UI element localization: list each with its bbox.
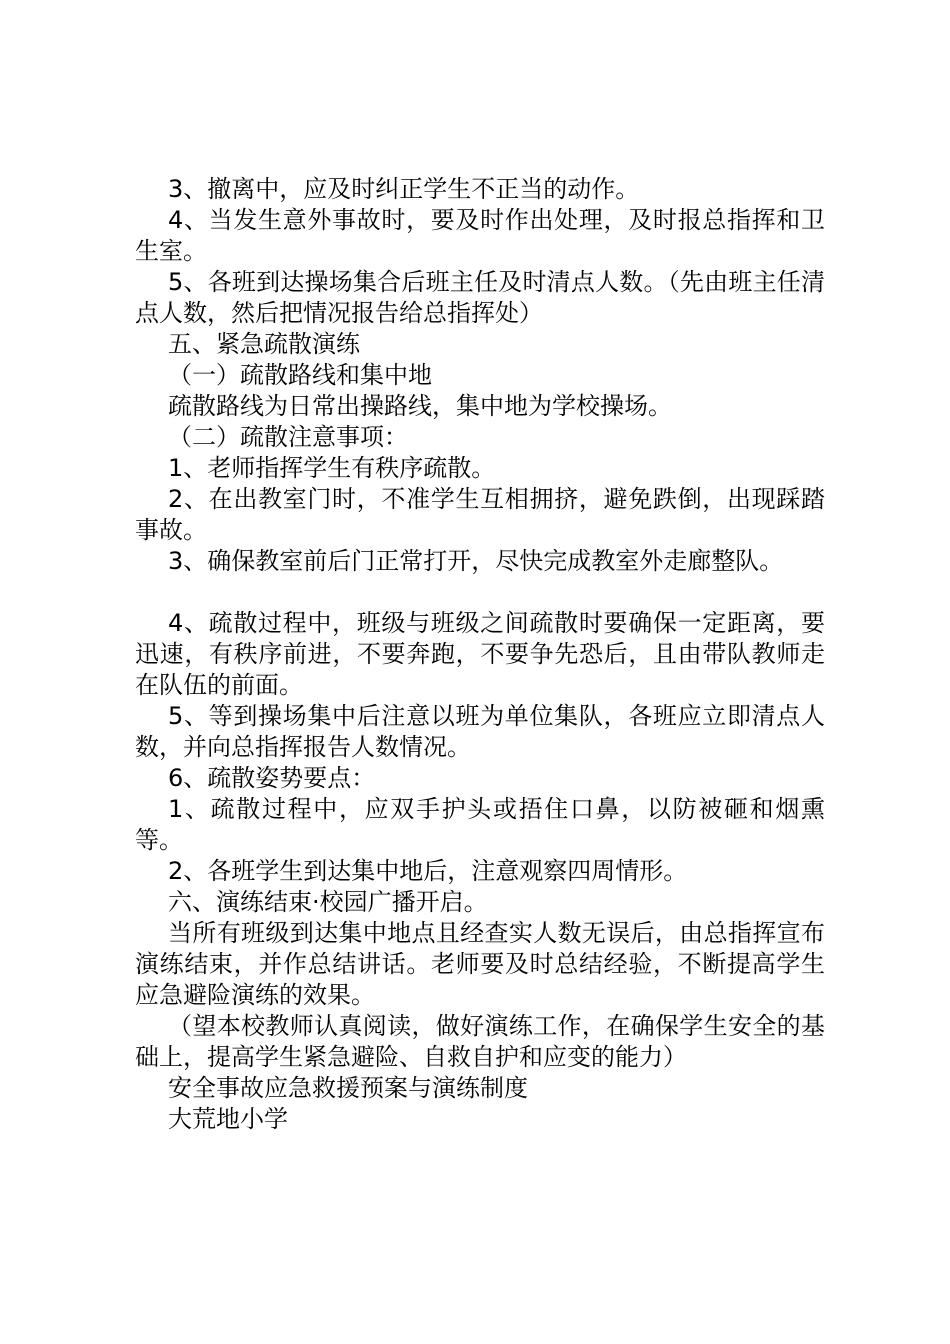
subheading-precautions: （二）疏散注意事项：: [168, 423, 408, 451]
document-title-line: 安全事故应急救援预案与演练制度: [168, 1074, 528, 1102]
paragraph-posture-2: 2、各班学生到达集中地后，注意观察四周情形。: [168, 857, 688, 885]
paragraph-route-description: 疏散路线为日常出操路线，集中地为学校操场。: [168, 392, 672, 420]
document-body: [135, 174, 825, 1135]
paragraph-posture-heading: 6、疏散姿势要点：: [168, 764, 376, 792]
section-heading-five: 五、紧急疏散演练: [168, 330, 360, 358]
paragraph-precaution-4: 4、疏散过程中，班级与班级之间疏散时要确保一定距离，要迅速，有秩序前进，不要奔跑，不要争先恐后，且由带队教师走在队伍的前面。: [135, 609, 825, 699]
paragraph-precaution-5: 5、等到操场集中后注意以班为单位集队，各班应立即清点人数，并向总指挥报告人数情况。: [135, 702, 825, 761]
paragraph-precaution-3: 3、确保教室前后门正常打开，尽快完成教室外走廊整队。: [168, 547, 784, 575]
subheading-route-and-assembly: （一）疏散路线和集中地: [168, 361, 432, 389]
school-name: 大荒地小学: [168, 1105, 288, 1133]
paragraph-headcount: 5、各班到达操场集合后班主任及时清点人数。（先由班主任清点人数，然后把情况报告给总指挥处）: [135, 268, 825, 327]
paragraph-evacuation-correct-actions: 3、撤离中，应及时纠正学生不正当的动作。: [168, 175, 640, 203]
paragraph-drill-conclusion: 当所有班级到达集中地点且经查实人数无误后，由总指挥宣布演练结束，并作总结讲话。老师要及时总结经验，不断提高学生应急避险演练的效果。: [135, 919, 825, 1009]
paragraph-posture-1: 1、疏散过程中，应双手护头或捂住口鼻，以防被砸和烟熏等。: [135, 795, 825, 854]
paragraph-spacer: [135, 577, 825, 608]
paragraph-precaution-1: 1、老师指挥学生有秩序疏散。: [168, 454, 496, 482]
paragraph-teacher-note: （望本校教师认真阅读，做好演练工作，在确保学生安全的基础上，提高学生紧急避险、自救自护和应变的能力）: [135, 1012, 825, 1071]
section-heading-six: 六、演练结束·校园广播开启。: [168, 888, 488, 916]
paragraph-accident-handling: 4、当发生意外事故时，要及时作出处理，及时报总指挥和卫生室。: [135, 206, 825, 265]
paragraph-precaution-2: 2、在出教室门时，不准学生互相拥挤，避免跌倒，出现踩踏事故。: [135, 485, 825, 544]
